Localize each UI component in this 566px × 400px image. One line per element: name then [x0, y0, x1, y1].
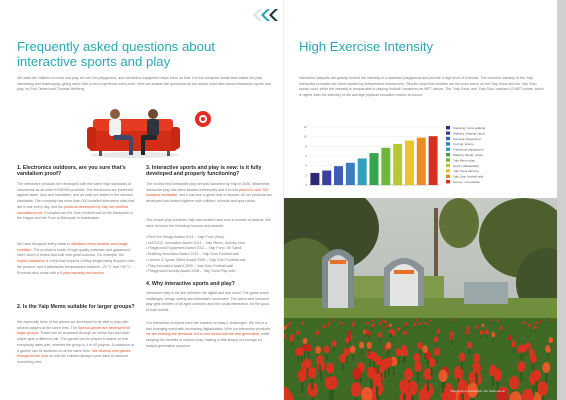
legend-label: Standing / slow walking [453, 126, 486, 130]
question-4: 4. Why interactive sports and play? [146, 281, 235, 287]
chart-bar [358, 158, 367, 185]
left-intro: We want the children to move and play all over the playground, and interactive equipment helps them do that. It is the computer inside that makes the play interesting and challenging, giving each child a new experience every time. Here we answer the questions we are asked most often about interactive sports and play, by Rob Tiebert and Thomas Heilberg. [17, 76, 271, 92]
legend-label: Yalp Sutu football wall [453, 174, 484, 179]
legend-label: Cycling, leisure [453, 142, 474, 147]
chart-y-tick: 12 [303, 125, 307, 129]
legend-label: Soccer, competitive [453, 180, 480, 184]
chart-bar [429, 136, 438, 185]
award-item: • Play Innovation Award 2009 – Yalp Sutu Football wall [146, 263, 233, 268]
chart-y-tick: 8 [305, 144, 307, 149]
legend-label: Walking / playing catch [453, 131, 485, 136]
legend-swatch [446, 137, 450, 140]
chart-bar [417, 138, 426, 185]
legend-swatch [446, 175, 450, 178]
answer-4a: Interactive play is the link between the digital and real world. The game world challenges, brings variety and stimulates movement. The active and inclusive play gets children of all ages outdoors and into social interaction, for the good of both worlds. [146, 291, 270, 313]
answer-4b: Our interactive products have the solution to today's challenges. We live in a fast changing world with increasing digitalisation. With our interactive products, we are meeting the demands of the new media and the new generation, while keeping the benefits of outdoor play, making a little simply not enough for today's generation anymore. [146, 321, 272, 348]
chart-y-tick: 2 [305, 173, 307, 178]
chart-bar [405, 141, 414, 185]
legend-swatch [446, 126, 450, 129]
answer-2: We especially think of the games we developed to be able to play with several players at the same time. The Special games are developed for larger groups. These can be accessed through an online tool and each player gets a different role. The games can be played in teams so that everybody takes part, whether the group is 4 or 40 players. A maximum of 8 games can be switched on at the same time. We develop new games throughout the year so that the children always come back to discover something new. [17, 320, 135, 364]
legend-label: Traditional playground [453, 147, 484, 152]
chart-bar [310, 173, 319, 185]
legend-label: Sports (basketball) [453, 163, 479, 168]
awards-list [146, 235, 273, 275]
legend-swatch [446, 148, 450, 151]
chart-bar [322, 171, 331, 186]
award-item: • Playground Equipment Award 2012 – Yalp Fono, Jiri Sandi [146, 246, 242, 251]
answer-1b: We have designed every detail to withstand every weather and usage condition. The product is made of high quality materials and galvanised steel, and it is tested and built with great success. For example, the impact resistance is a test that requires a 50kg weight being dropped onto the product, and it withstands temperatures between -25 °C and +50 °C. Products also come with a 5 year warranty and service. [17, 242, 135, 275]
legend-swatch [446, 131, 450, 134]
tulip-playground-photo [284, 198, 557, 400]
chart-y-tick: 0 [305, 183, 307, 187]
chart-bar [334, 166, 343, 185]
sofa-photo [17, 97, 273, 160]
legend-label: Yalp Memo play [453, 158, 475, 163]
award-item: • Red Dot Design Award 2014 – Yalp Fono (Sutu) [146, 235, 225, 239]
award-item: • Building Innovation Award 2012 – Yalp Sutu Football wall [146, 252, 239, 257]
award-item: • Playground Novelty Award 2008 – Yalp Sona Play arch [146, 269, 236, 274]
answer-3a: The world's first interactive play set was launched by Yalp in 2006. Meanwhile, interactive play has been studied extensively and it is now placed in over 300 locations worldwide, and it has won a great deal of awards. All our products are developed and tested together with children, schools and sport clubs. [146, 182, 272, 204]
answer-3b: The unique play solutions Yalp has created have won a number of awards. We have received the following honours and awards: [146, 218, 271, 228]
legend-swatch [446, 169, 450, 172]
award-item: • IAKS/IOC Innovation Award 2013 – Yalp Memo, Activity zone [146, 240, 246, 245]
legend-swatch [446, 158, 450, 161]
chart-y-tick: 10 [303, 134, 307, 139]
exercise-intensity-chart [299, 122, 546, 190]
right-intro: Interactive playsets will greatly exceed the intensity of a standard playground and provide a high level of exercise. The exercise intensity of the Yalp interactive products has been studied by independent researchers. Results show that children are far more active on the Yalp Sona and the Yalp Sutu sports court, while the intensity is comparable to playing football, measured as MET values. The 'Yalp Sona' and 'Yalp Sutu' reached 10 MET points, which is higher than the intensity of the average physical education lesson at school. [299, 76, 544, 98]
legend-swatch [446, 153, 450, 156]
chart-bar [370, 153, 379, 185]
award-item: • Leisure & Sports Talent Award 2009 – Yalp Sutu Football wall [146, 257, 246, 262]
right-page-title: High Exercise Intensity [299, 39, 434, 54]
photo-caption: Yalp Sona at Keukenhof, the Netherlands [450, 389, 505, 393]
legend-swatch [446, 180, 450, 183]
page-edge-shadow [557, 0, 566, 400]
chart-y-tick: 4 [305, 163, 307, 168]
question-3: 3. Interactive sports and play is new: is it fully developed and properly functioning? [146, 165, 262, 178]
legend-label: Walking (brisk), active [453, 153, 484, 157]
legend-label: Average playground [453, 136, 481, 141]
legend-swatch [446, 142, 450, 145]
legend-swatch [446, 164, 450, 167]
left-page-title: Frequently asked questions about interactive sports and play [17, 39, 215, 69]
legend-label: Yalp Sona dancing [453, 169, 479, 174]
chart-y-tick: 6 [305, 154, 307, 158]
chevron-logo-icon [250, 6, 282, 24]
chart-bar [393, 144, 402, 185]
chart-bar [346, 163, 355, 185]
chart-bar [381, 148, 390, 185]
question-1: 1. Electronics outdoors, are you sure that's vandalism proof? [17, 165, 126, 178]
question-2: 2. Is the Yalp Memo suitable for larger groups? [17, 304, 135, 310]
answer-1a: The interactive products are developed with the same high standards of robustness as all other KOMPAN products. The electronics are protected against water, dust and vandalism, and all units are tested to the strictest standards. The company has more than 300 installed interactive sites that are in use every day, and the products developed by Yalp are certified vandalism proof. Examples are the Sutu Football wall at the Marktplein in the Hague and the Fono at Balmpark in Amsterdam. [17, 182, 135, 221]
